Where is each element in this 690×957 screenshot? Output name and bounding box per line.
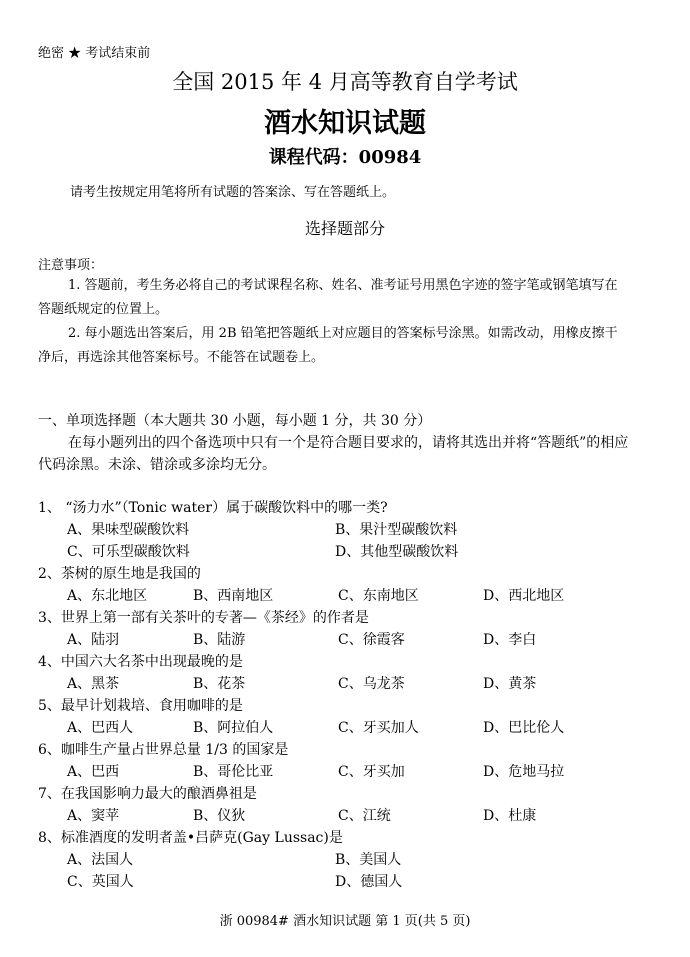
subject-title: 酒水知识试题 (264, 108, 426, 139)
part-description: 在每小题列出的四个备选项中只有一个是符合题目要求的，请将其选出并将“答题纸”的相应代码涂黑。未涂、错涂或多涂均无分。 (38, 435, 629, 473)
option: B、果汁型碳酸饮料 (335, 522, 458, 538)
option: C、江统 (338, 808, 391, 824)
option: B、仪狄 (193, 808, 246, 824)
question-stem: 7、在我国影响力最大的酿酒鼻祖是 (38, 786, 257, 802)
question-stem: 3、世界上第一部有关茶叶的专著—《茶经》的作者是 (38, 610, 369, 626)
option: D、其他型碳酸饮料 (335, 544, 459, 560)
option: D、德国人 (335, 874, 403, 890)
course-code: 课程代码：00984 (268, 147, 422, 168)
note-item-1: 1. 答题前，考生务必将自己的考试课程名称、姓名、准考证号用黑色字迹的签字笔或钢笔填写在答题纸规定的位置上。 (38, 278, 618, 317)
page-footer: 浙 00984# 酒水知识试题 第 1 页(共 5 页) (219, 914, 471, 929)
question-stem: 6、咖啡生产量占世界总量 1/3 的国家是 (38, 742, 289, 758)
option: B、西南地区 (193, 588, 274, 604)
part-title: 一、单项选择题（本大题共 30 小题，每小题 1 分，共 30 分） (38, 413, 432, 429)
section-title: 选择题部分 (304, 219, 385, 238)
option: A、窦苹 (67, 808, 120, 824)
exam-title: 全国 2015 年 4 月高等教育自学考试 (172, 70, 518, 94)
option: C、牙买加 (338, 764, 405, 780)
question-stem: 5、最早计划栽培、食用咖啡的是 (38, 698, 243, 714)
option: B、阿拉伯人 (193, 720, 274, 736)
option: C、牙买加人 (338, 720, 419, 736)
option: C、乌龙茶 (338, 676, 405, 692)
option: A、巴西 (67, 764, 120, 780)
option: B、美国人 (335, 852, 402, 868)
option: C、英国人 (67, 874, 134, 890)
confidential-label: 绝密 ★ 考试结束前 (38, 46, 151, 61)
question-stem: 1、 “汤力水”（Tonic water）属于碳酸饮料中的哪一类? (38, 500, 388, 516)
question-stem: 2、茶树的原生地是我国的 (38, 566, 201, 582)
option: C、可乐型碳酸饮料 (67, 544, 190, 560)
notes-title: 注意事项： (38, 258, 104, 273)
option: D、李白 (483, 632, 537, 648)
option: B、花茶 (193, 676, 246, 692)
note-item-2: 2. 每小题选出答案后，用 2B 铅笔把答题纸上对应题目的答案标号涂黑。如需改动，用橡皮擦干净后，再选涂其他答案标号。不能答在试题卷上。 (38, 326, 618, 365)
option: D、危地马拉 (483, 764, 565, 780)
option: C、东南地区 (338, 588, 419, 604)
option: A、巴西人 (67, 720, 134, 736)
option: A、果味型碳酸饮料 (67, 522, 190, 538)
option: D、黄茶 (483, 676, 537, 692)
question-stem: 4、中国六大名茶中出现最晚的是 (38, 654, 243, 670)
option: C、徐霞客 (338, 632, 405, 648)
option: D、西北地区 (483, 588, 565, 604)
question-stem: 8、标准酒度的发明者盖•吕萨克(Gay Lussac)是 (38, 830, 343, 846)
option: A、法国人 (67, 852, 134, 868)
option: D、杜康 (483, 808, 537, 824)
option: A、东北地区 (67, 588, 148, 604)
answer-instruction: 请考生按规定用笔将所有试题的答案涂、写在答题纸上。 (70, 185, 396, 200)
option: D、巴比伦人 (483, 720, 565, 736)
option: B、哥伦比亚 (193, 764, 274, 780)
option: A、黑茶 (67, 676, 120, 692)
option: B、陆游 (193, 632, 246, 648)
option: A、陆羽 (67, 632, 120, 648)
